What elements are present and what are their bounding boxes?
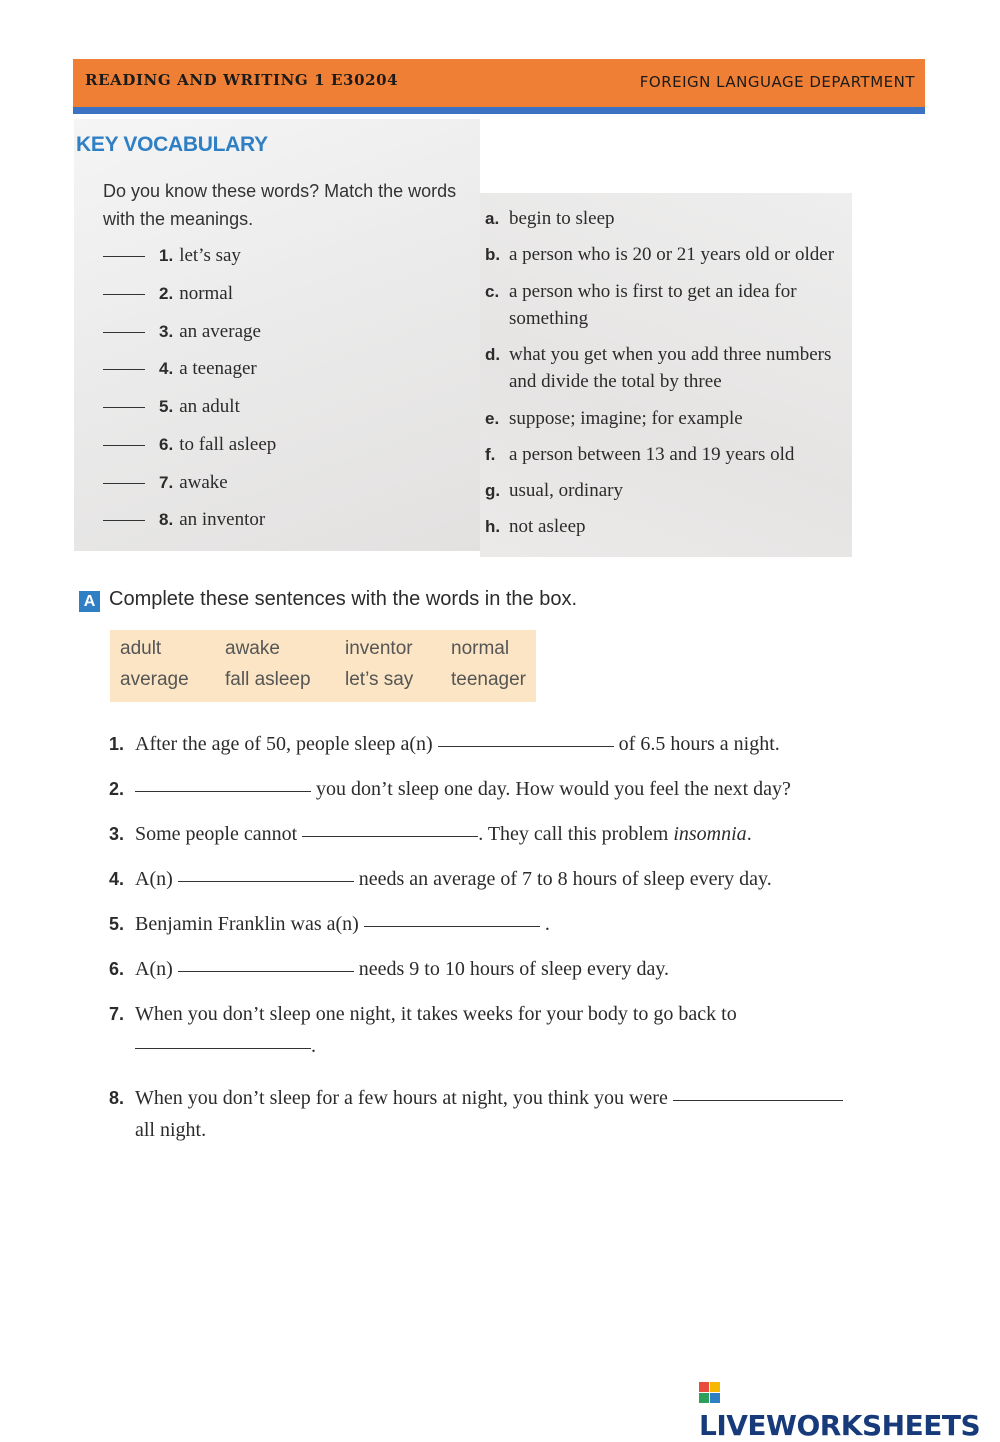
- meaning-item: [485, 441, 849, 468]
- word-number: 6.: [159, 435, 174, 454]
- word-text: to fall asleep: [179, 434, 277, 455]
- word-number: 3.: [159, 322, 174, 341]
- meaning-item: [485, 477, 849, 504]
- answer-blank[interactable]: [673, 1099, 843, 1101]
- sentence-item: [109, 998, 875, 1062]
- word-text: a teenager: [179, 358, 257, 379]
- meaning-item: [485, 205, 849, 232]
- course-title: READING AND WRITING 1 E30204: [85, 71, 399, 89]
- answer-blank[interactable]: [103, 520, 145, 521]
- sentence-item: [109, 728, 875, 760]
- sentence-text: .: [544, 913, 550, 935]
- sentence-item: [109, 1082, 875, 1146]
- sentence-item: [109, 773, 875, 805]
- word-number: 4.: [159, 359, 174, 378]
- box-word: average: [120, 669, 189, 690]
- brand-name: LIVEWORKSHEETS: [699, 1409, 981, 1442]
- sentence-italic-term: insomnia: [673, 823, 747, 845]
- sentence-item: [109, 908, 875, 940]
- section-a-badge: A: [79, 591, 100, 612]
- answer-blank[interactable]: [103, 294, 145, 295]
- meaning-item: [485, 241, 849, 268]
- meaning-text: a person who is 20 or 21 years old or older: [509, 244, 835, 265]
- word-item: [103, 358, 257, 380]
- sentence-text: all night.: [135, 1119, 207, 1141]
- answer-blank[interactable]: [103, 483, 145, 484]
- word-number: 5.: [159, 397, 174, 416]
- meaning-letter: f.: [485, 445, 496, 464]
- word-number: 2.: [159, 284, 174, 303]
- box-word: adult: [120, 638, 162, 659]
- meaning-item: [485, 513, 849, 540]
- word-number: 1.: [159, 246, 174, 265]
- sentence-text: needs 9 to 10 hours of sleep every day.: [358, 958, 670, 980]
- box-word: let’s say: [345, 669, 414, 690]
- word-item: [103, 472, 228, 494]
- meaning-text: suppose; imagine; for example: [509, 408, 743, 429]
- department-name: FOREIGN LANGUAGE DEPARTMENT: [639, 73, 915, 91]
- sentence-item: [109, 953, 875, 985]
- word-text: normal: [179, 283, 234, 304]
- answer-blank[interactable]: [135, 790, 311, 792]
- word-text: an average: [179, 321, 261, 342]
- sentence-text: When you don’t sleep one night, it takes weeks for your body to go back to: [135, 1003, 737, 1025]
- sentence-text: Some people cannot: [135, 823, 298, 845]
- answer-blank[interactable]: [103, 407, 145, 408]
- sentence-number: 1.: [109, 734, 125, 754]
- answer-blank[interactable]: [438, 745, 614, 747]
- word-text: an inventor: [179, 509, 266, 530]
- word-item: [103, 245, 241, 267]
- word-item: [103, 434, 276, 456]
- answer-blank[interactable]: [364, 925, 540, 927]
- sentence-number: 8.: [109, 1088, 125, 1108]
- sentence-number: 3.: [109, 824, 125, 844]
- word-text: an adult: [179, 396, 240, 417]
- box-word: fall asleep: [225, 669, 311, 690]
- meaning-letter: g.: [485, 481, 501, 500]
- answer-blank[interactable]: [103, 332, 145, 333]
- meaning-item: [485, 341, 849, 395]
- liveworksheets-mark-icon: [699, 1382, 721, 1404]
- sentence-text: needs an average of 7 to 8 hours of sleep every day.: [358, 868, 772, 890]
- box-word: inventor: [345, 638, 413, 659]
- sentence-number: 6.: [109, 959, 125, 979]
- answer-blank[interactable]: [135, 1047, 311, 1049]
- answer-blank[interactable]: [103, 369, 145, 370]
- section-a-title: Complete these sentences with the words in the box.: [109, 588, 578, 610]
- meaning-text: not asleep: [509, 516, 586, 537]
- meaning-item: [485, 278, 849, 332]
- meaning-letter: h.: [485, 517, 501, 536]
- meaning-text: usual, ordinary: [509, 480, 623, 501]
- sentence-text: .: [311, 1035, 316, 1057]
- answer-blank[interactable]: [103, 445, 145, 446]
- sentence-text: After the age of 50, people sleep a(n): [135, 733, 433, 755]
- answer-blank[interactable]: [302, 835, 478, 837]
- answer-blank[interactable]: [178, 880, 354, 882]
- meaning-text: begin to sleep: [509, 208, 615, 229]
- sentence-number: 2.: [109, 779, 125, 799]
- word-item: [103, 283, 233, 305]
- sentence-text: Benjamin Franklin was a(n): [135, 913, 359, 935]
- meaning-item: [485, 405, 849, 432]
- sentence-number: 4.: [109, 869, 125, 889]
- word-item: [103, 509, 265, 531]
- sentence-number: 7.: [109, 1004, 125, 1024]
- meaning-letter: c.: [485, 282, 500, 301]
- sentence-text: of 6.5 hours a night.: [618, 733, 780, 755]
- sentence-text: you don’t sleep one day. How would you feel the next day?: [316, 778, 791, 800]
- answer-blank[interactable]: [178, 970, 354, 972]
- sentence-number: 5.: [109, 914, 125, 934]
- sentence-text: When you don’t sleep for a few hours at night, you think you were: [135, 1087, 668, 1109]
- sentence-text: . They call this problem: [478, 823, 669, 845]
- word-item: [103, 396, 240, 418]
- meaning-letter: a.: [485, 209, 500, 228]
- meaning-letter: d.: [485, 345, 501, 364]
- box-word: teenager: [451, 669, 527, 690]
- answer-blank[interactable]: [103, 256, 145, 257]
- sentence-text: A(n): [135, 958, 173, 980]
- word-number: 7.: [159, 473, 174, 492]
- sentence-text: .: [746, 823, 752, 845]
- meaning-letter: b.: [485, 245, 501, 264]
- word-item: [103, 321, 261, 343]
- meaning-text: what you get when you add three numbers and divide the total by three: [509, 344, 832, 392]
- sentence-item: [109, 818, 875, 850]
- meaning-text: a person who is first to get an idea for something: [509, 281, 797, 329]
- sentence-text: A(n): [135, 868, 173, 890]
- header-band: [73, 59, 925, 114]
- key-vocabulary-instructions: Do you know these words? Match the words with the meanings.: [103, 181, 457, 229]
- liveworksheets-logo: [699, 1376, 1000, 1442]
- box-word: normal: [451, 638, 510, 659]
- word-text: awake: [179, 472, 228, 493]
- word-box: [110, 630, 536, 702]
- box-word: awake: [225, 638, 280, 659]
- sentence-item: [109, 863, 875, 895]
- meaning-letter: e.: [485, 409, 500, 428]
- word-number: 8.: [159, 510, 174, 529]
- key-vocabulary-title: KEY VOCABULARY: [76, 133, 268, 156]
- meaning-text: a person between 13 and 19 years old: [509, 444, 795, 465]
- word-text: let’s say: [179, 245, 241, 266]
